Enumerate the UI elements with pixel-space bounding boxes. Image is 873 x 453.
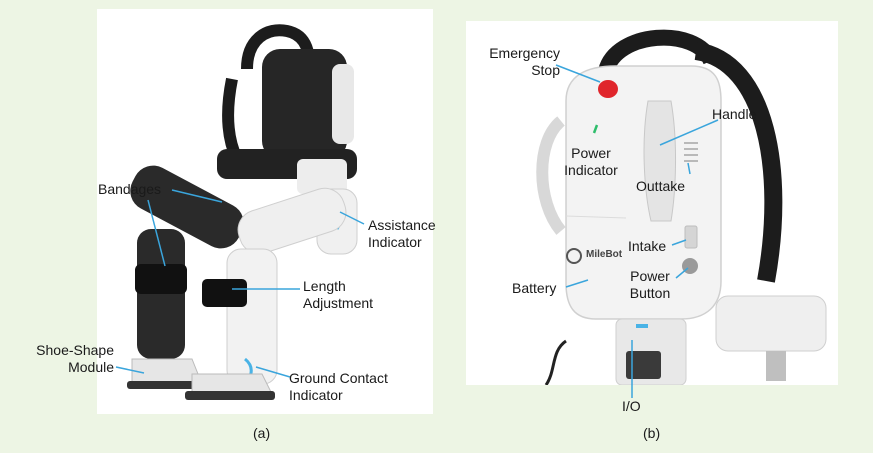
label-length-adjustment: Length Adjustment — [303, 278, 374, 311]
caption-b: (b) — [643, 425, 661, 441]
label-power-indicator: Power Indicator — [564, 145, 618, 178]
label-power-button: Power Button — [629, 268, 671, 301]
power-button-shape[interactable] — [682, 258, 698, 274]
label-ground-contact-indicator: Ground Contact Indicator — [289, 370, 388, 403]
exoskeleton-photo — [97, 9, 433, 414]
brand-logo-text: MileBot — [586, 249, 623, 260]
label-intake: Intake — [628, 238, 667, 254]
panel-a — [97, 9, 433, 414]
label-assistance-indicator: Assistance Indicator — [368, 217, 436, 250]
label-battery: Battery — [512, 280, 557, 296]
label-io: I/O — [622, 398, 641, 414]
emergency-stop-button[interactable] — [598, 80, 618, 98]
label-handle: Handle — [712, 106, 757, 122]
label-emergency-stop: Emergency Stop — [489, 45, 560, 78]
label-bandages: Bandages — [98, 181, 162, 197]
caption-a: (a) — [253, 425, 271, 441]
label-shoe-shape-module: Shoe-Shape Module — [36, 342, 114, 375]
label-outtake: Outtake — [636, 178, 686, 194]
